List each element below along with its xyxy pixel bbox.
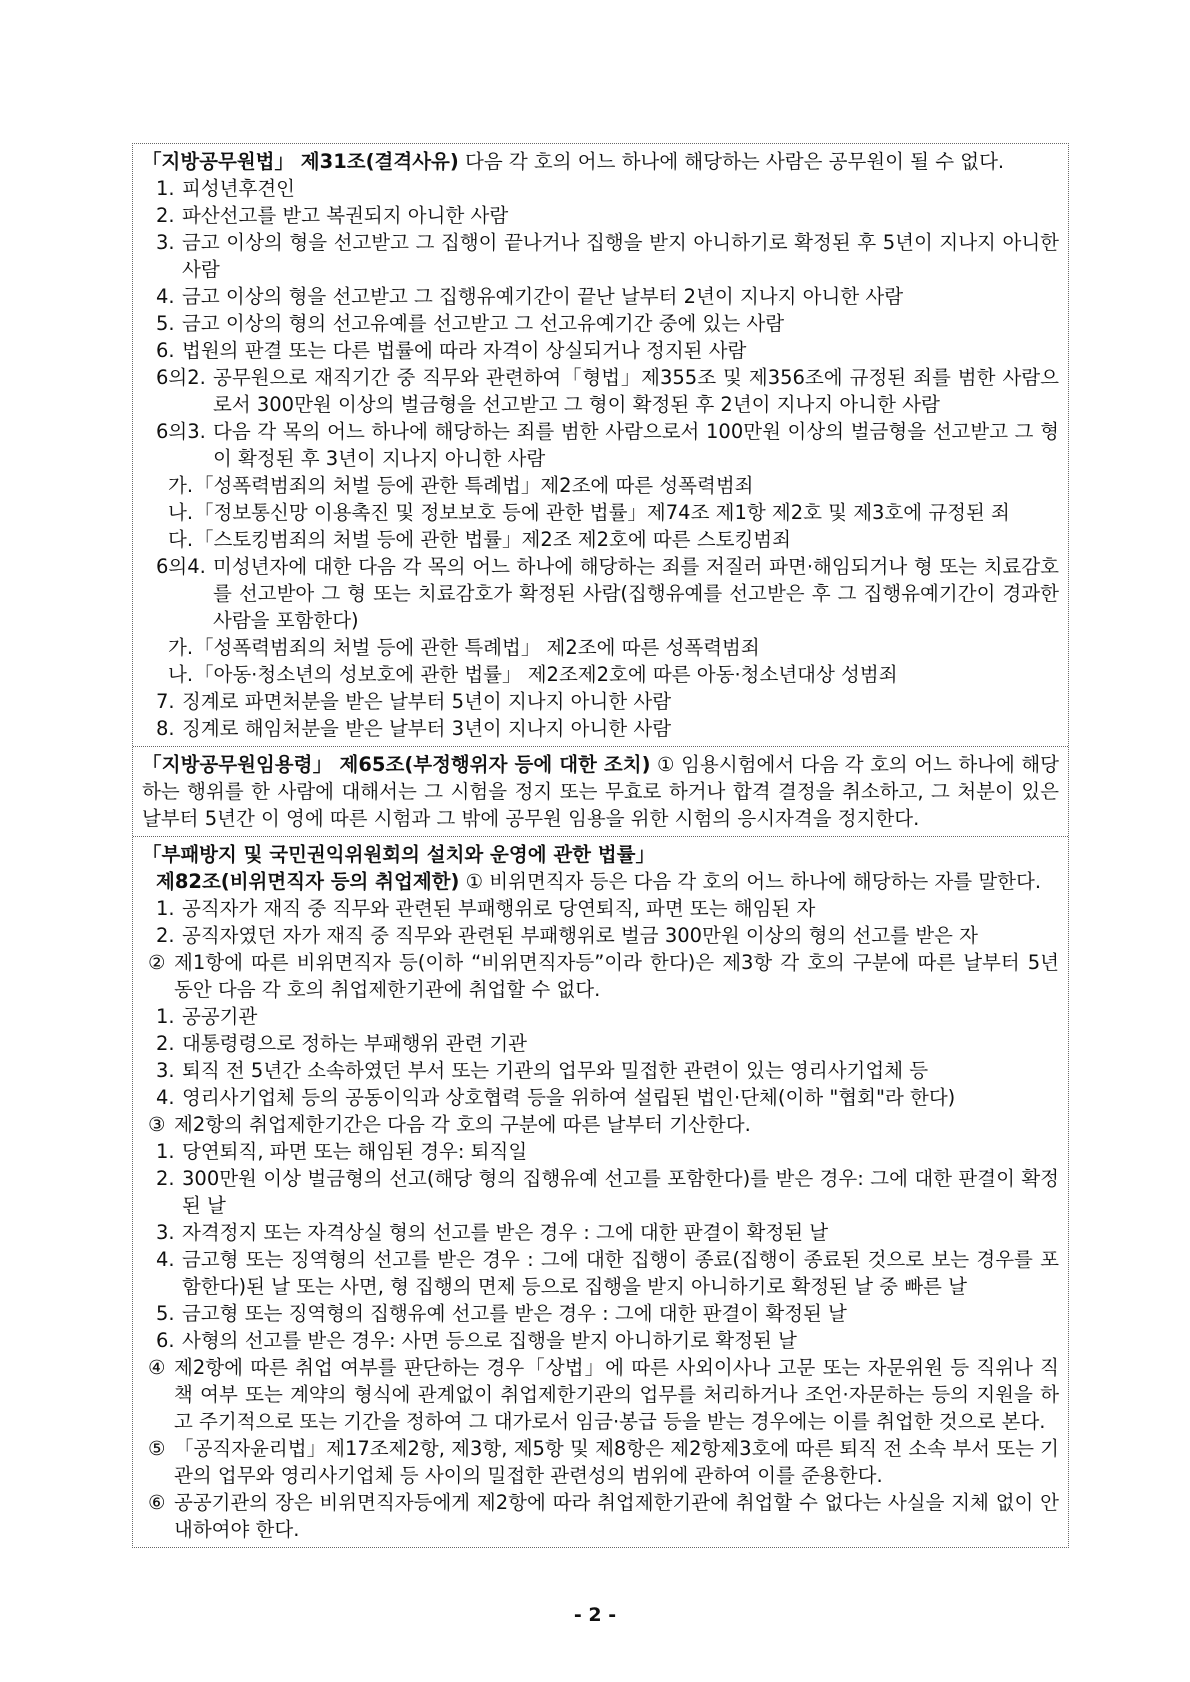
list-item xyxy=(142,1030,1059,1057)
list-item xyxy=(142,1111,1059,1138)
item-label: ② xyxy=(148,951,166,974)
item-label: 가. xyxy=(168,636,194,659)
item-label: 6의3. xyxy=(156,420,206,443)
item-text: 「정보통신망 이용촉진 및 정보보호 등에 관한 법률」제74조 제1항 제2호 및 제3호에 규정된 죄 xyxy=(194,501,1010,524)
list-item xyxy=(142,1354,1059,1435)
section-anti-corruption-act-art82 xyxy=(133,837,1068,1547)
list-item xyxy=(142,310,1059,337)
item-label: ③ xyxy=(148,1113,166,1136)
law-excerpt-box xyxy=(132,143,1069,1548)
list-item xyxy=(142,688,1059,715)
list-item xyxy=(142,1057,1059,1084)
item-text: 자격정지 또는 자격상실 형의 선고를 받은 경우 : 그에 대한 판결이 확정된 날 xyxy=(182,1221,829,1244)
article-title: 「지방공무원임용령」 제65조(부정행위자 등에 대한 조치) xyxy=(142,753,651,776)
item-text: 대통령령으로 정하는 부패행위 관련 기관 xyxy=(182,1032,528,1055)
list-item xyxy=(142,1327,1059,1354)
item-label: ⑤ xyxy=(148,1437,166,1460)
item-text: 금고형 또는 징역형의 집행유예 선고를 받은 경우 : 그에 대한 판결이 확정된 날 xyxy=(182,1302,847,1325)
item-text: 피성년후견인 xyxy=(182,177,296,200)
item-label: 6의2. xyxy=(156,366,206,389)
article-body: 다음 각 호의 어느 하나에 해당하는 사람은 공무원이 될 수 없다. xyxy=(458,150,1005,173)
list-item xyxy=(142,661,1059,688)
item-list xyxy=(142,895,1059,1543)
item-label: 가. xyxy=(168,474,194,497)
section-appointment-decree-art65 xyxy=(133,747,1068,837)
list-item xyxy=(142,922,1059,949)
page-number: - 2 - xyxy=(573,1604,617,1626)
item-label: 7. xyxy=(156,690,175,713)
section-local-civil-servant-act-art31 xyxy=(133,144,1068,747)
item-text: 사형의 선고를 받은 경우: 사면 등으로 집행을 받지 아니하기로 확정된 날 xyxy=(182,1329,797,1352)
list-item xyxy=(142,1219,1059,1246)
item-label: 3. xyxy=(156,1059,175,1082)
item-text: 제1항에 따른 비위면직자 등(이하 “비위면직자등”이라 한다)은 제3항 각 호의 구분에 따른 날부터 5년 동안 다음 각 호의 취업제한기관에 취업할 수 없다. xyxy=(174,951,1059,1001)
item-text: 금고 이상의 형을 선고받고 그 집행유예기간이 끝난 날부터 2년이 지나지 아니한 사람 xyxy=(182,285,904,308)
list-item xyxy=(142,202,1059,229)
list-item xyxy=(142,364,1059,418)
item-label: ④ xyxy=(148,1356,166,1379)
article-paragraph xyxy=(142,751,1059,832)
item-text: 「공직자윤리법」제17조제2항, 제3항, 제5항 및 제8항은 제2항제3호에 따른 퇴직 전 소속 부서 또는 기관의 업무와 영리사기업체 등 사이의 밀접한 관련성의 범위에 관하여 이를 준용한다. xyxy=(174,1437,1059,1487)
article-body: ① 임용시험에서 다음 각 호의 어느 하나에 해당하는 행위를 한 사람에 대해서는 그 시험을 정지 또는 무효로 하거나 합격 결정을 취소하고, 그 처분이 있은 날부터 5년간 이 영에 따른 시험과 그 밖에 공무원 임용을 위한 시험의 응시자격을 정지한다. xyxy=(142,753,1059,830)
item-text: 300만원 이상 벌금형의 선고(해당 형의 집행유예 선고를 포함한다)를 받은 경우: 그에 대한 판결이 확정된 날 xyxy=(182,1167,1059,1217)
item-label: 2. xyxy=(156,924,175,947)
item-label: 5. xyxy=(156,312,175,335)
item-text: 다음 각 목의 어느 하나에 해당하는 죄를 범한 사람으로서 100만원 이상의 벌금형을 선고받고 그 형이 확정된 후 3년이 지나지 아니한 사람 xyxy=(213,420,1059,470)
article-body: ① 비위면직자 등은 다음 각 호의 어느 하나에 해당하는 자를 말한다. xyxy=(459,870,1042,893)
item-text: 제2항의 취업제한기간은 다음 각 호의 구분에 따른 날부터 기산한다. xyxy=(174,1113,751,1136)
item-label: 6. xyxy=(156,339,175,362)
item-label: 2. xyxy=(156,1167,175,1190)
item-label: 다. xyxy=(168,528,194,551)
item-text: 「스토킹범죄의 처벌 등에 관한 법률」제2조 제2호에 따른 스토킹범죄 xyxy=(194,528,791,551)
list-item xyxy=(142,472,1059,499)
list-item xyxy=(142,553,1059,634)
list-item xyxy=(142,1489,1059,1543)
article-title: 제82조(비위면직자 등의 취업제한) xyxy=(156,870,460,893)
item-label: 나. xyxy=(168,501,194,524)
item-text: 「성폭력범죄의 처벌 등에 관한 특례법」 제2조에 따른 성폭력범죄 xyxy=(194,636,760,659)
list-item xyxy=(142,1435,1059,1489)
item-label: 2. xyxy=(156,1032,175,1055)
item-label: 나. xyxy=(168,663,194,686)
law-title: 「부패방지 및 국민권익위원회의 설치와 운영에 관한 법률」 xyxy=(142,843,655,866)
list-item xyxy=(142,175,1059,202)
item-label: 8. xyxy=(156,717,175,740)
item-text: 미성년자에 대한 다음 각 목의 어느 하나에 해당하는 죄를 저질러 파면·해임되거나 형 또는 치료감호를 선고받아 그 형 또는 치료감호가 확정된 사람(집행유예를 선고받은 후 그 집행유예기간이 경과한 사람을 포함한다) xyxy=(213,555,1059,632)
item-text: 「성폭력범죄의 처벌 등에 관한 특례법」제2조에 따른 성폭력범죄 xyxy=(194,474,754,497)
item-label: 6. xyxy=(156,1329,175,1352)
list-item xyxy=(142,1300,1059,1327)
list-item xyxy=(142,949,1059,1003)
list-item xyxy=(142,418,1059,472)
list-item xyxy=(142,1165,1059,1219)
list-item xyxy=(142,1138,1059,1165)
list-item xyxy=(142,526,1059,553)
item-text: 파산선고를 받고 복권되지 아니한 사람 xyxy=(182,204,509,227)
item-text: 「아동·청소년의 성보호에 관한 법률」 제2조제2호에 따른 아동·청소년대상 성범죄 xyxy=(194,663,898,686)
item-text: 금고형 또는 징역형의 선고를 받은 경우 : 그에 대한 집행이 종료(집행이 종료된 것으로 보는 경우를 포함한다)된 날 또는 사면, 형 집행의 면제 등으로 집행을 받지 아니하기로 확정된 날 중 빠른 날 xyxy=(182,1248,1059,1298)
item-list xyxy=(142,175,1059,742)
article-header xyxy=(142,148,1059,175)
item-label: 4. xyxy=(156,1248,175,1271)
item-label: 6의4. xyxy=(156,555,206,578)
article-header xyxy=(142,868,1059,895)
item-text: 영리사기업체 등의 공동이익과 상호협력 등을 위하여 설립된 법인·단체(이하 "협회"라 한다) xyxy=(182,1086,956,1109)
list-item xyxy=(142,283,1059,310)
item-text: 공무원으로 재직기간 중 직무와 관련하여「형법」제355조 및 제356조에 규정된 죄를 범한 사람으로서 300만원 이상의 벌금형을 선고받고 그 형이 확정된 후 2년이 지나지 아니한 사람 xyxy=(213,366,1059,416)
item-label: 1. xyxy=(156,1005,175,1028)
item-label: 3. xyxy=(156,1221,175,1244)
item-label: 4. xyxy=(156,1086,175,1109)
item-label: 4. xyxy=(156,285,175,308)
item-label: 1. xyxy=(156,1140,175,1163)
list-item xyxy=(142,1246,1059,1300)
item-label: 1. xyxy=(156,177,175,200)
item-text: 공공기관의 장은 비위면직자등에게 제2항에 따라 취업제한기관에 취업할 수 없다는 사실을 지체 없이 안내하여야 한다. xyxy=(174,1491,1059,1541)
list-item xyxy=(142,895,1059,922)
item-text: 공직자였던 자가 재직 중 직무와 관련된 부패행위로 벌금 300만원 이상의 형의 선고를 받은 자 xyxy=(182,924,978,947)
article-title: 「지방공무원법」 제31조(결격사유) xyxy=(142,150,459,173)
item-text: 제2항에 따른 취업 여부를 판단하는 경우「상법」에 따른 사외이사나 고문 또는 자문위원 등 직위나 직책 여부 또는 계약의 형식에 관계없이 취업제한기관의 업무를 처리하거나 조언·자문하는 등의 지원을 하고 주기적으로 또는 기간을 정하여 그 대가로서 임금·봉급 등을 받는 경우에는 이를 취업한 것으로 본다. xyxy=(174,1356,1059,1433)
item-label: ⑥ xyxy=(148,1491,166,1514)
item-text: 당연퇴직, 파면 또는 해임된 경우: 퇴직일 xyxy=(182,1140,528,1163)
item-text: 공직자가 재직 중 직무와 관련된 부패행위로 당연퇴직, 파면 또는 해임된 자 xyxy=(182,897,816,920)
item-label: 5. xyxy=(156,1302,175,1325)
item-text: 금고 이상의 형을 선고받고 그 집행이 끝나거나 집행을 받지 아니하기로 확정된 후 5년이 지나지 아니한 사람 xyxy=(182,231,1059,281)
list-item xyxy=(142,337,1059,364)
item-text: 금고 이상의 형의 선고유예를 선고받고 그 선고유예기간 중에 있는 사람 xyxy=(182,312,785,335)
item-text: 징계로 해임처분을 받은 날부터 3년이 지나지 아니한 사람 xyxy=(182,717,672,740)
item-text: 법원의 판결 또는 다른 법률에 따라 자격이 상실되거나 정지된 사람 xyxy=(182,339,747,362)
list-item xyxy=(142,715,1059,742)
list-item xyxy=(142,1003,1059,1030)
item-text: 퇴직 전 5년간 소속하였던 부서 또는 기관의 업무와 밀접한 관련이 있는 영리사기업체 등 xyxy=(182,1059,929,1082)
item-label: 3. xyxy=(156,231,175,254)
list-item xyxy=(142,634,1059,661)
item-text: 공공기관 xyxy=(182,1005,258,1028)
item-text: 징계로 파면처분을 받은 날부터 5년이 지나지 아니한 사람 xyxy=(182,690,672,713)
item-label: 2. xyxy=(156,204,175,227)
item-label: 1. xyxy=(156,897,175,920)
list-item xyxy=(142,1084,1059,1111)
list-item xyxy=(142,229,1059,283)
list-item xyxy=(142,499,1059,526)
